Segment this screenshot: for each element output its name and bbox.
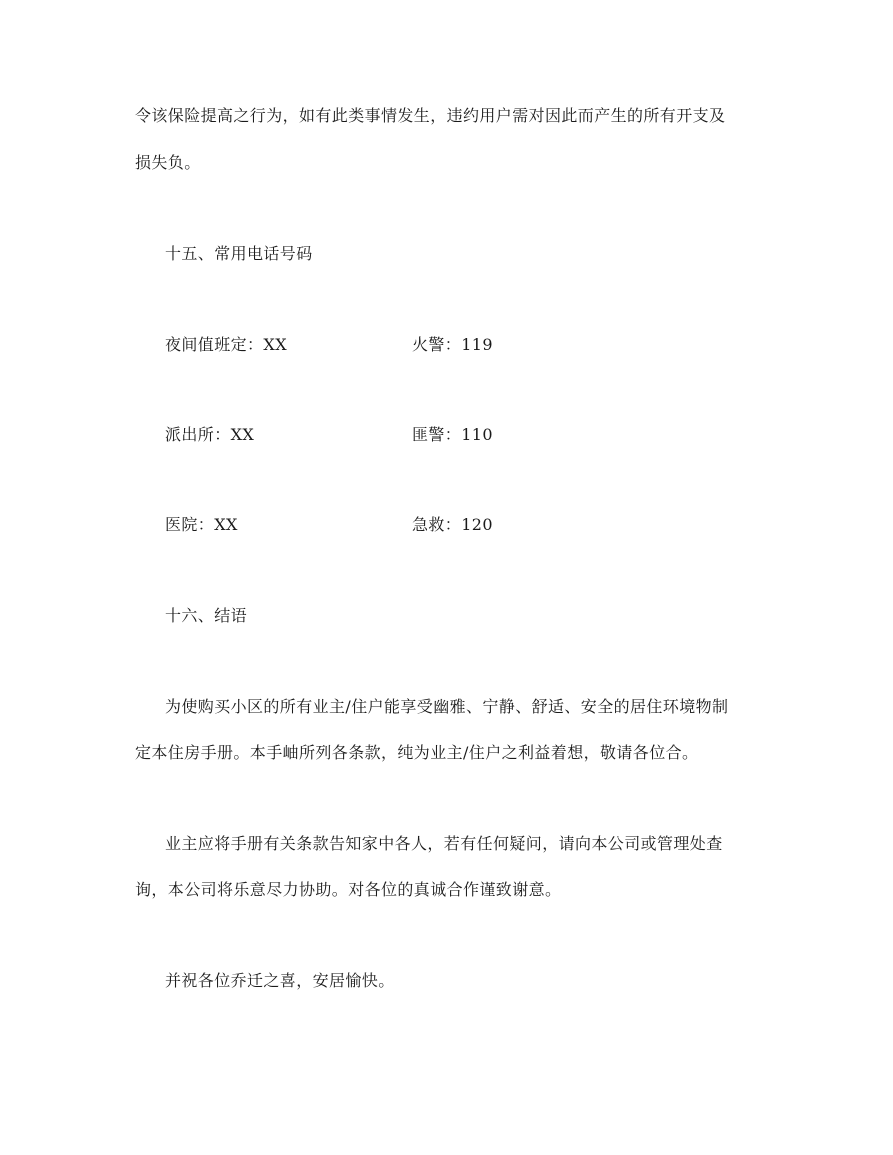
phone-fire: 火警：119 <box>412 335 493 354</box>
phone-police-station: 派出所：XX <box>165 425 255 444</box>
paragraph-1-line-1: 为使购买小区的所有业主/住户能享受幽雅、宁静、舒适、安全的居住环境物制 <box>165 697 729 716</box>
section-15-title: 十五、常用电话号码 <box>165 244 313 263</box>
phone-ambulance: 急救：120 <box>412 515 493 534</box>
closing-line: 并祝各位乔迁之喜，安居愉快。 <box>165 971 395 990</box>
phone-hospital: 医院：XX <box>165 515 238 534</box>
phone-night-duty: 夜间值班定：XX <box>165 335 287 354</box>
paragraph-2-line-2: 询，本公司将乐意尽力协助。对各位的真诚合作谨致谢意。 <box>135 880 562 899</box>
paragraph-1-line-2: 定本住房手册。本手岫所列各条款，纯为业主/住户之利益着想，敬请各位合。 <box>135 743 699 762</box>
paragraph-2-line-1: 业主应将手册有关条款告知家中各人，若有任何疑问，请向本公司或管理处查 <box>165 834 723 853</box>
phone-police: 匪警：110 <box>412 425 493 444</box>
intro-line-1: 令该保险提高之行为，如有此类事情发生，违约用户需对因此而产生的所有开支及 <box>135 106 726 125</box>
intro-line-2: 损失负。 <box>135 153 201 172</box>
section-16-title: 十六、结语 <box>165 606 248 625</box>
